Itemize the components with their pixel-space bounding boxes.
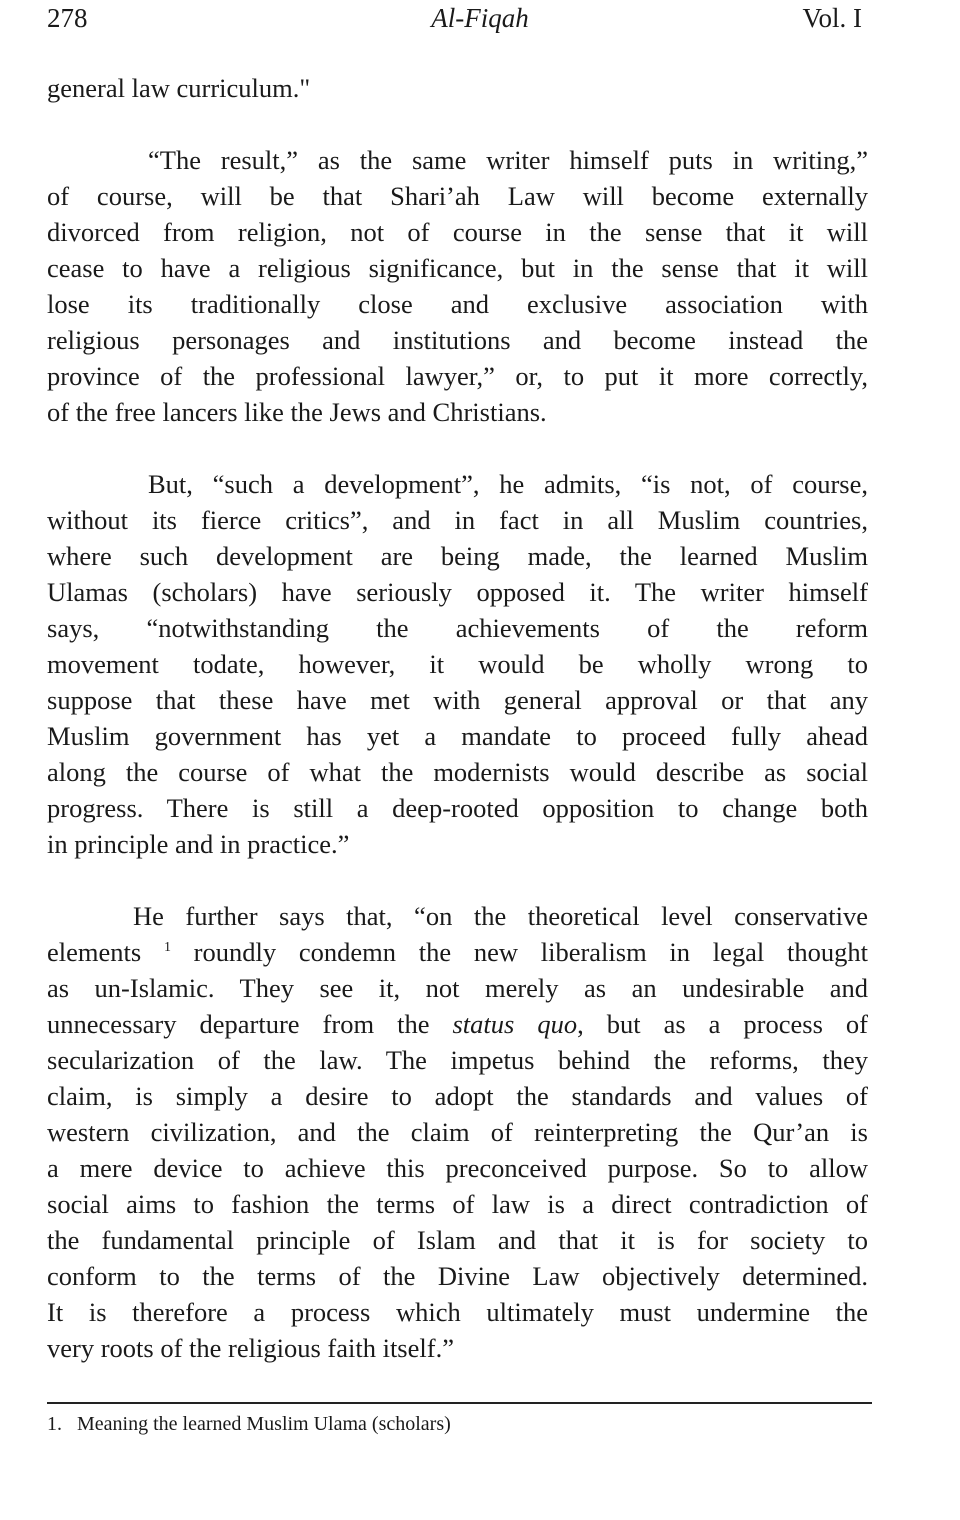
text-line: as un-Islamic. They see it, not merely as an undesirable and [47, 973, 868, 1003]
text-line: religious personages and institutions and become instead the [47, 325, 868, 355]
text-line: Muslim government has yet a mandate to proceed fully ahead [47, 721, 868, 751]
italic-text: status quo [452, 1009, 578, 1039]
footnote [47, 1410, 451, 1438]
footnote-number: 1. [47, 1413, 62, 1435]
text-line: of course, will be that Shari’ah Law will become externally [47, 181, 868, 211]
footnote-text: Meaning the learned Muslim Ulama (scholars) [77, 1413, 451, 1435]
footnote-marker[interactable]: 1 [163, 940, 171, 955]
text-line: claim, is simply a desire to adopt the standards and values of [47, 1081, 868, 1111]
text-line: But, “such a development”, he admits, “is not, of course, [148, 469, 868, 499]
text-line: without its fierce critics”, and in fact in all Muslim countries, [47, 505, 868, 535]
text-line: “The result,” as the same writer himself puts in writing,” [148, 145, 868, 175]
paragraph [47, 142, 868, 430]
text-line: where such development are being made, the learned Muslim [47, 541, 868, 571]
running-title: Al-Fiqah [431, 3, 529, 33]
footnote-divider [47, 1402, 872, 1404]
text-line: very roots of the religious faith itself.” [47, 1333, 454, 1363]
text-line: secularization of the law. The impetus behind the reforms, they [47, 1045, 868, 1075]
paragraph [47, 70, 868, 106]
text-line: general law curriculum." [47, 73, 311, 103]
text-line: a mere device to achieve this preconceived purpose. So to allow [47, 1153, 868, 1183]
text-line: along the course of what the modernists would describe as social [47, 757, 868, 787]
body-text [47, 70, 868, 1402]
text-line: elements $^1$ roundly condemn the new liberalism in legal thought [47, 937, 868, 967]
text-line: says, “notwithstanding the achievements of the reform [47, 613, 868, 643]
text-line: social aims to fashion the terms of law is a direct contradiction of [47, 1189, 868, 1219]
text-line: movement todate, however, it would be wholly wrong to [47, 649, 868, 679]
text-line: cease to have a religious significance, but in the sense that it will [47, 253, 868, 283]
text-line: the fundamental principle of Islam and that it is for society to [47, 1225, 868, 1255]
text-line: He further says that, “on the theoretical level conservative [133, 901, 868, 931]
text-line: suppose that these have met with general approval or that any [47, 685, 868, 715]
text-line: divorced from religion, not of course in the sense that it will [47, 217, 868, 247]
text-line: province of the professional lawyer,” or, to put it more correctly, [47, 361, 868, 391]
text-line: lose its traditionally close and exclusive association with [47, 289, 868, 319]
text-line: unnecessary departure from the status quo, but as a process of [47, 1009, 868, 1039]
text-line: progress. There is still a deep-rooted opposition to change both [47, 793, 868, 823]
text-line: It is therefore a process which ultimately must undermine the [47, 1297, 868, 1327]
text-line: of the free lancers like the Jews and Christians. [47, 397, 547, 427]
volume-label: Vol. I [802, 3, 862, 33]
paragraph [47, 898, 868, 1366]
text-line: Ulamas (scholars) have seriously opposed it. The writer himself [47, 577, 868, 607]
text-line: in principle and in practice.” [47, 829, 350, 859]
paragraph [47, 466, 868, 862]
text-line: western civilization, and the claim of reinterpreting the Qur’an is [47, 1117, 868, 1147]
page-number: 278 [47, 3, 88, 33]
text-line: conform to the terms of the Divine Law objectively determined. [47, 1261, 868, 1291]
